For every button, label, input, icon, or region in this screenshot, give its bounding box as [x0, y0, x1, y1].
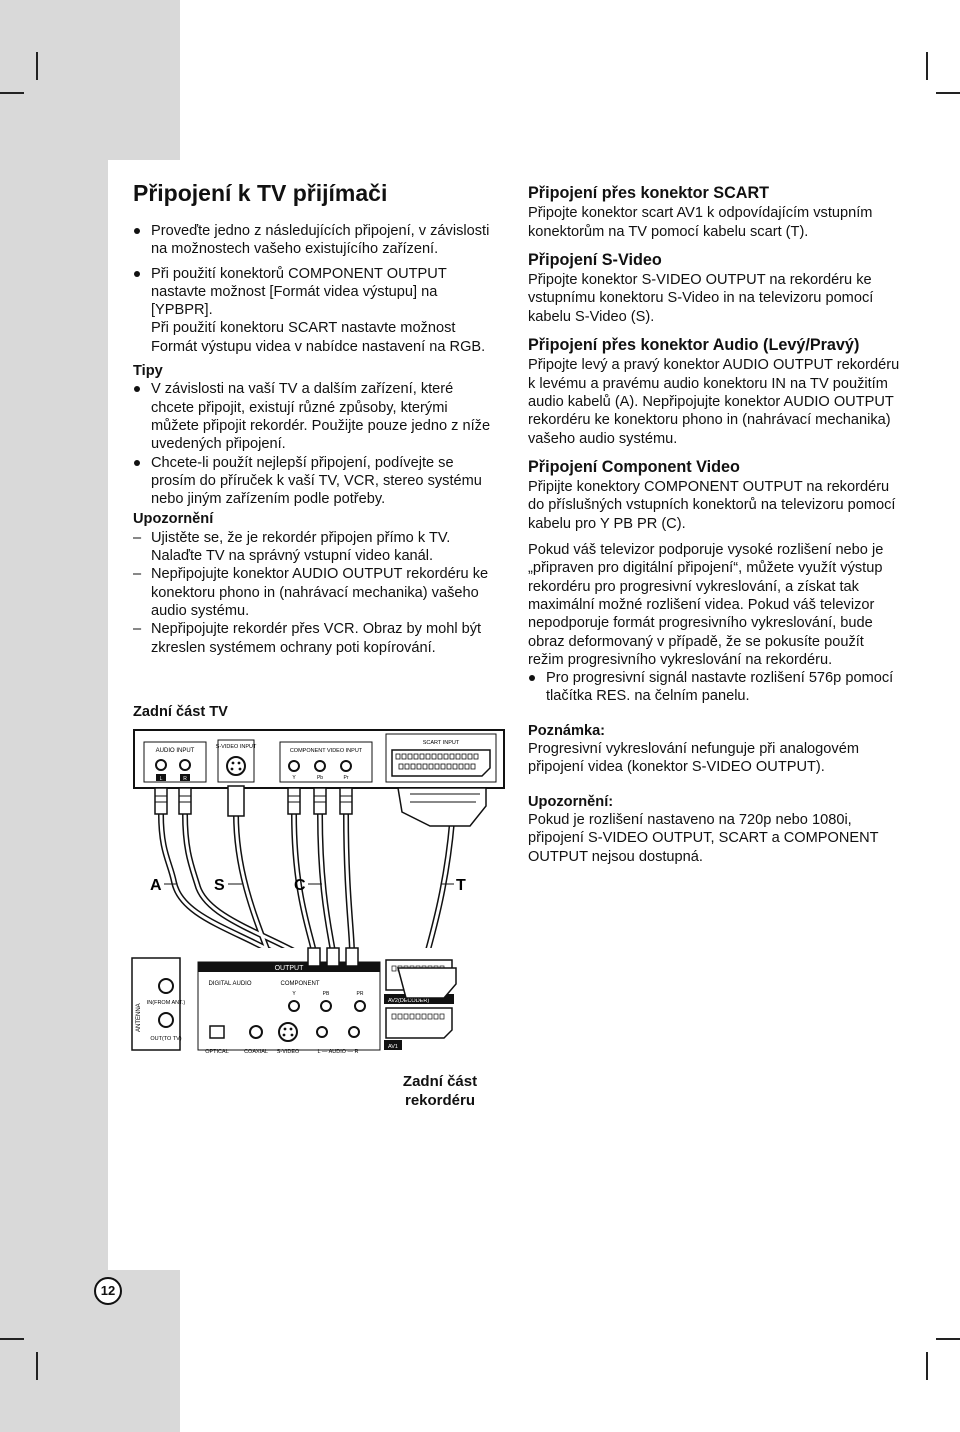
rec-component-pb-jack: [321, 1001, 331, 1011]
component-plug-y-rec: [308, 948, 320, 966]
cable-label-t: T: [456, 877, 466, 894]
tv-scart-input-label: SCART INPUT: [422, 740, 460, 746]
right-column: [528, 184, 903, 866]
caution-item: – Ujistěte se, že je rekordér připojen přímo k TV. Nalaďte TV na správný vstupní video kanál.: [133, 529, 451, 565]
tip-item: Chcete-li použít nejlepší připojení, podívejte se prosím do příruček k vaší TV, VCR, stereo systému nebo jiným zařízením podle potřeby.: [133, 454, 498, 509]
rec-component-y-jack: [289, 1001, 299, 1011]
cable-label-a: A: [150, 877, 162, 894]
svideo-heading: Připojení S-Video: [528, 250, 662, 269]
rec-y-label: Y: [292, 991, 296, 997]
tv-pr-label: Pr: [343, 775, 349, 781]
rec-output-label: OUTPUT: [274, 965, 304, 972]
cable-label-s: S: [214, 877, 225, 894]
rec-audio-l-jack: [317, 1027, 327, 1037]
crop-mark: [36, 52, 38, 80]
rec-pr-label: PR: [356, 991, 364, 997]
page-number: 12: [94, 1277, 122, 1305]
audio-paragraph: Připojte levý a pravý konektor AUDIO OUTPUT rekordéru k levému a pravému audio konektoru IN na TV použitím audio kabelů (A). Nepřipojujte konektor AUDIO OUTPUT rekordéru ke konektoru phono in (nahrávací mechanika) vašeho audio systému.: [528, 357, 900, 447]
progressive-paragraph: Pokud váš televizor podporuje vysoké rozlišení nebo je „připraven pro digitální připojení“, můžete využít výstup rekordéru pro progresivní vykreslování, a získat tak maximální možné rozlišení videa. Pokud váš televizor nepodporuje formát progresivního vykreslování, bude obraz deformovaný v případě, že se pokusíte použít režim progresivního vykreslování na rekordéru.: [528, 542, 884, 668]
rec-out-to-tv-label: OUT(TO TV): [150, 1036, 182, 1042]
svideo-paragraph: Připojte konektor S-VIDEO OUTPUT na rekordéru ke vstupnímu konektoru S-Video in na televizoru pomocí kabelu S-Video (S).: [528, 272, 874, 325]
intro-item: Proveďte jedno z následujících připojení, v závislosti na možnostech vašeho existujícího zařízení.: [133, 222, 498, 259]
crop-mark: [926, 1352, 928, 1380]
page-title: Připojení k TV přijímači: [133, 180, 388, 206]
rec-component-pr-jack: [355, 1001, 365, 1011]
caution2-paragraph: Pokud je rozlišení nastaveno na 720p nebo 1080i, připojení S-VIDEO OUTPUT, SCART a COMPONENT OUTPUT nejsou dostupná.: [528, 811, 879, 865]
component-plug-pr-rec: [346, 948, 358, 966]
crop-mark: [926, 52, 928, 80]
note-heading: Poznámka:: [528, 722, 606, 739]
crop-mark: [936, 1338, 960, 1340]
rec-antenna-out-jack: [159, 1013, 173, 1027]
rec-digital-audio-label: DIGITAL AUDIO: [208, 981, 252, 987]
audio-plug-r: [179, 788, 191, 814]
rec-av2-label: AV2(DECODER): [388, 998, 430, 1004]
component-plug-pb-rec: [327, 948, 339, 966]
svideo-plug: [228, 786, 244, 816]
rec-av1-label: AV1: [388, 1044, 398, 1050]
intro-item: Při použití konektoru SCART nastavte možnost Formát výstupu videa v nabídce nastavení na RGB.: [151, 320, 486, 355]
scart-heading: Připojení přes konektor SCART: [528, 184, 770, 202]
tv-rear-label: Zadní část TV: [133, 704, 228, 720]
caution2-heading: Upozornění:: [528, 793, 614, 810]
recorder-rear-label: Zadní část rekordéru: [402, 1073, 478, 1109]
rec-component-label: COMPONENT: [280, 981, 320, 987]
caution-text: Nepřipojujte konektor AUDIO OUTPUT rekordéru ke konektoru phono in (nahrávací mechanika) vašeho audio systému.: [151, 566, 489, 619]
tv-l-label: L: [159, 776, 163, 782]
tip-item: V závislosti na vaší TV a dalším zařízení, které chcete připojit, existují různé způsoby, kterými můžete připojit rekordér. Použijte pouze jedno z níže uvedených připojení.: [133, 380, 498, 453]
tips-heading: Tipy: [133, 363, 163, 380]
rec-svideo-label: S-VIDEO: [276, 1049, 300, 1055]
caution-text: Ujistěte se, že je rekordér připojen přímo k TV. Nalaďte TV na správný vstupní video kanál.: [151, 529, 451, 565]
tv-audio-l-jack: [156, 760, 166, 770]
rec-optical-jack: [210, 1026, 224, 1038]
crop-mark: [936, 92, 960, 94]
rec-antenna-label: ANTENNA: [136, 1003, 142, 1032]
note-paragraph: Progresivní vykreslování nefunguje při analogovém připojení videa (konektor S-VIDEO OUTPUT).: [528, 741, 859, 776]
rec-antenna-in-jack: [159, 979, 173, 993]
component-heading: Připojení Component Video: [528, 457, 740, 476]
intro-item: Při použití konektorů COMPONENT OUTPUT nastavte možnost [Formát videa výstupu] na [YPBPR].: [133, 265, 498, 320]
tv-pb-jack: [315, 761, 325, 771]
rec-coaxial-label: COAXIAL: [244, 1049, 268, 1055]
rec-coaxial-jack: [250, 1026, 262, 1038]
left-column: [133, 222, 498, 657]
rec-audio-label: L — AUDIO — R: [317, 1049, 359, 1055]
component-plug-y: [288, 788, 300, 814]
scart-paragraph: Připojte konektor scart AV1 k odpovídajícím vstupním konektorům na TV pomocí kabelu scart (T).: [528, 205, 873, 240]
tv-svideo-input-label: S-VIDEO INPUT: [215, 744, 257, 750]
component-paragraph: Připijte konektory COMPONENT OUTPUT na rekordéru do příslušných vstupních konektorů na televizoru pomocí kabelu pro Y PB PR (C).: [528, 479, 896, 532]
tv-y-jack: [289, 761, 299, 771]
connection-diagram: [130, 722, 510, 1068]
rec-optical-label: OPTICAL: [205, 1049, 229, 1055]
component-plug-pr: [340, 788, 352, 814]
page-margin-band: [0, 0, 108, 1432]
scart-plug-rec: [398, 968, 456, 998]
caution-item: – Nepřipojujte rekordér přes VCR. Obraz by mohl být zkreslen systémem ochrany poti kopírování.: [133, 621, 482, 656]
component-plug-pb: [314, 788, 326, 814]
progressive-bullet: Pro progresivní signál nastavte rozlišení 576p pomocí tlačítka RES. na čelním panelu.: [528, 669, 903, 706]
tv-r-label: R: [183, 776, 187, 782]
crop-mark: [0, 1338, 24, 1340]
rec-av1-scart: [386, 1008, 452, 1038]
tv-y-label: Y: [292, 775, 296, 781]
tv-pr-jack: [341, 761, 351, 771]
tv-component-input-label: COMPONENT VIDEO INPUT: [289, 748, 363, 754]
tv-audio-input-label: AUDIO INPUT: [155, 748, 195, 754]
caution-text: Nepřipojujte rekordér přes VCR. Obraz by mohl být zkreslen systémem ochrany poti kopírování.: [151, 621, 482, 656]
cable-label-c: C: [294, 877, 306, 894]
rec-pb-label: PB: [322, 991, 330, 997]
rec-svideo-jack: [279, 1023, 297, 1041]
tv-svideo-jack: [227, 757, 245, 775]
audio-heading: Připojení přes konektor Audio (Levý/Pravý): [528, 336, 860, 355]
crop-mark: [36, 1352, 38, 1380]
tv-audio-r-jack: [180, 760, 190, 770]
crop-mark: [0, 92, 24, 94]
rec-audio-r-jack: [349, 1027, 359, 1037]
caution-heading: Upozornění: [133, 511, 214, 528]
caution-item: – Nepřipojujte konektor AUDIO OUTPUT rekordéru ke konektoru phono in (nahrávací mechanika) vašeho audio systému.: [133, 566, 489, 619]
page-margin-band-top: [108, 0, 180, 160]
rec-in-from-ant-label: IN(FROM ANT.): [146, 1000, 186, 1006]
tv-pb-label: Pb: [316, 775, 324, 781]
audio-plug-l: [155, 788, 167, 814]
